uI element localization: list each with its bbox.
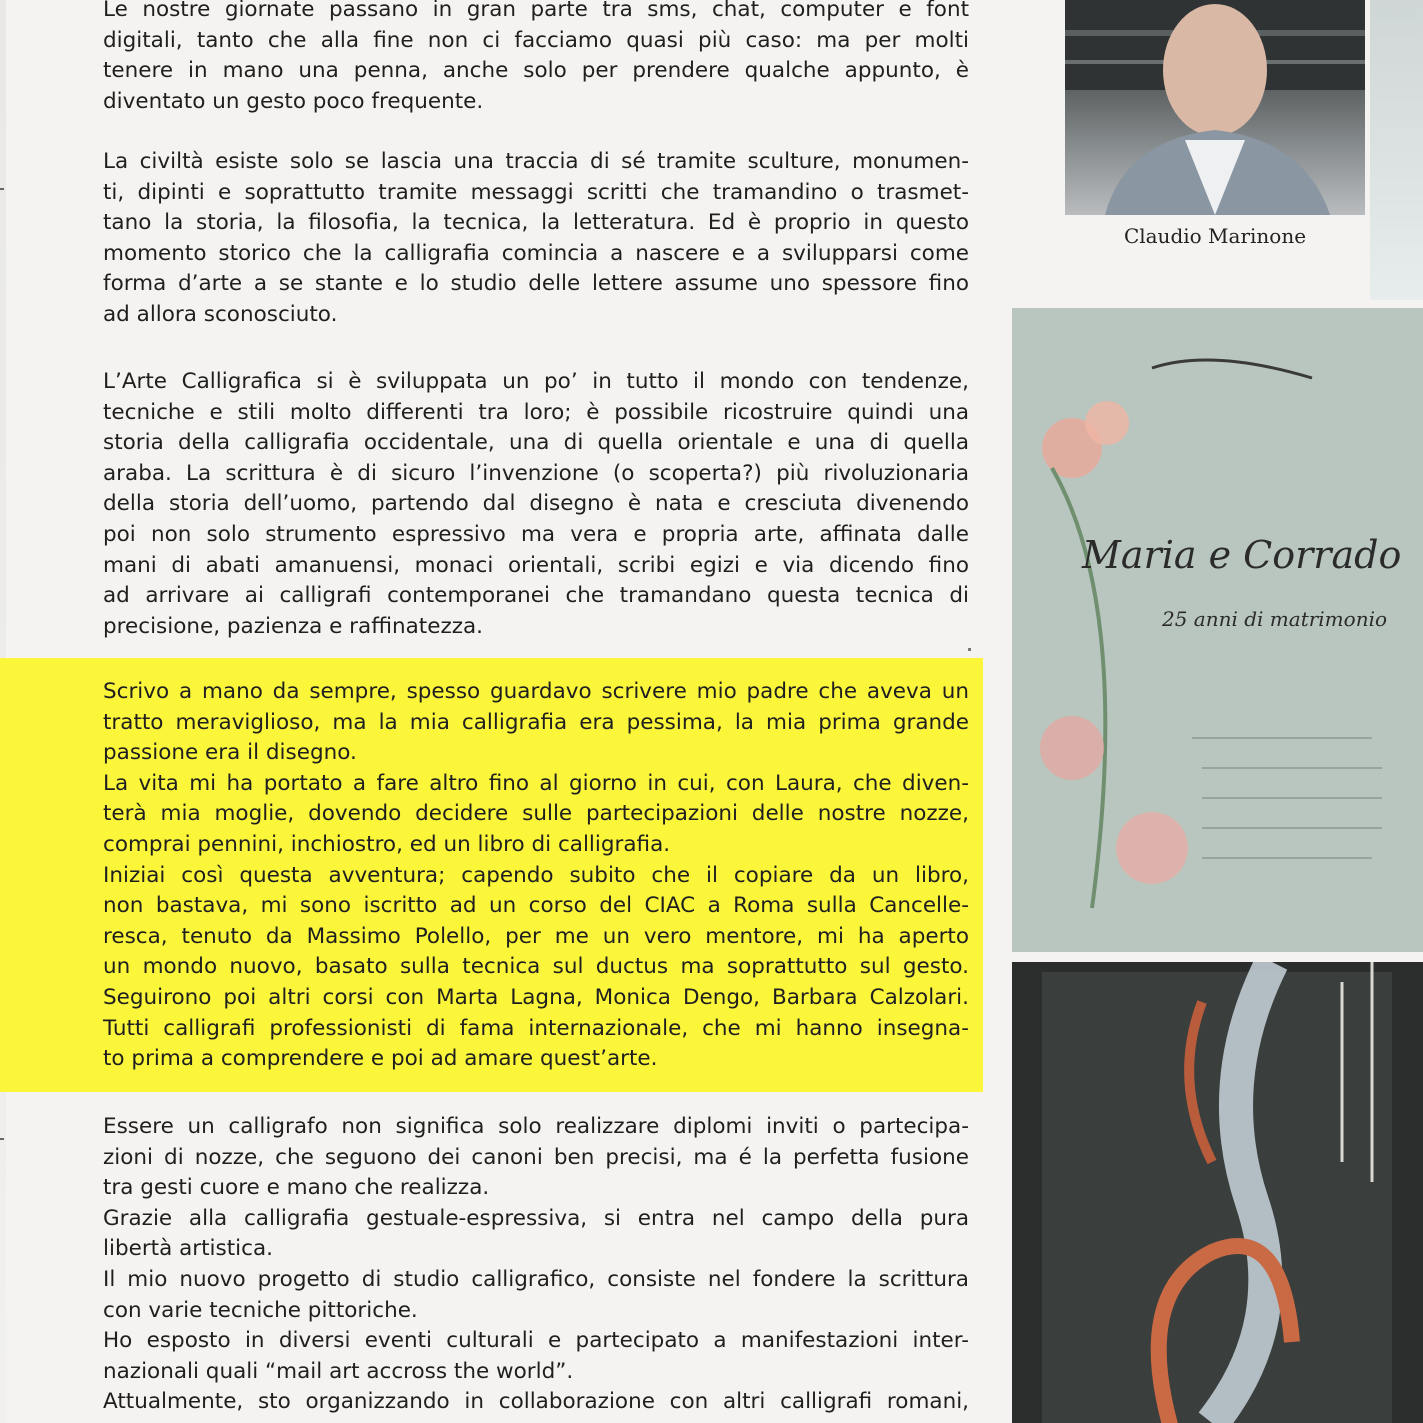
text-line: mani di abati amanuensi, monaci orientali, scribi egizi e via dicendo fino — [103, 552, 969, 578]
paragraph-4-highlighted — [103, 677, 969, 1075]
text-line: nazionali quali “mail art accross the world”. — [103, 1358, 574, 1384]
text-line: un mondo nuovo, basato sulla tecnica sul ductus ma soprattutto sul gesto. — [103, 954, 969, 980]
text-line: comprai pennini, inchiostro, ed un libro di calligrafia. — [103, 831, 671, 857]
text-line: Attualmente, sto organizzando in collaborazione con altri calligrafi romani, — [103, 1389, 969, 1415]
text-line: Ho esposto in diversi eventi culturali e partecipato a manifestazioni inter- — [103, 1328, 969, 1354]
text-line: Il mio nuovo progetto di studio calligrafico, consiste nel fondere la scrittura — [103, 1266, 969, 1292]
text-line: La vita mi ha portato a fare altro fino al giorno in cui, con Laura, che diven- — [103, 770, 969, 796]
text-line: ad arrivare ai calligrafi contemporanei che tramandano questa tecnica di — [103, 583, 969, 609]
text-line: zioni di nozze, che seguono dei canoni ben precisi, ma é la perfetta fusione — [103, 1144, 969, 1170]
paragraph-3 — [103, 367, 969, 642]
paragraph-1 — [103, 0, 969, 117]
text-line: tano la storia, la filosofia, la tecnica, la letteratura. Ed è proprio in questo — [103, 210, 969, 236]
portrait-photo — [1065, 0, 1365, 215]
text-line: forma d’arte a se stante e lo studio delle lettere assume uno spessore fino — [103, 271, 969, 297]
text-line: araba. La scrittura è di sicuro l’invenzione (o scoperta?) più rivoluzionaria — [103, 460, 969, 486]
edge-tick — [0, 1138, 4, 1140]
text-line: ti, dipinti e soprattutto tramite messaggi scritti che tramandino o trasmet- — [103, 179, 969, 205]
card-title: Maria e Corrado — [1082, 533, 1402, 577]
adjacent-page-strip — [1370, 0, 1423, 300]
text-line: Le nostre giornate passano in gran parte tra sms, chat, computer e font — [103, 0, 969, 22]
paragraph-5 — [103, 1112, 969, 1418]
text-line: Essere un calligrafo non significa solo realizzare diplomi inviti o partecipa- — [103, 1114, 969, 1139]
dot-marker — [968, 648, 971, 651]
text-line: terà mia moglie, dovendo decidere sulle partecipazioni delle nostre nozze, — [103, 801, 969, 827]
sculpture-illustration — [1012, 962, 1423, 1423]
text-line: non bastava, mi sono iscritto ad un corso del CIAC a Roma sulla Cancelle- — [103, 893, 969, 919]
text-line: libertà artistica. — [103, 1236, 273, 1262]
text-line: ad allora sconosciuto. — [103, 301, 338, 327]
portrait-illustration — [1065, 0, 1365, 215]
text-line: Iniziai così questa avventura; capendo subito che il copiare da un libro, — [103, 862, 969, 888]
paragraph-2 — [103, 147, 969, 331]
text-line: tra gesti cuore e mano che realizza. — [103, 1175, 490, 1201]
text-line: resca, tenuto da Massimo Polello, per me un vero mentore, mi ha aperto — [103, 923, 969, 949]
text-line: poi non solo strumento espressivo ma vera e propria arte, affinata dalle — [103, 521, 969, 547]
text-line: precisione, pazienza e raffinatezza. — [103, 613, 484, 639]
text-line: della storia dell’uomo, partendo dal disegno è nata e cresciuta divenendo — [103, 491, 969, 517]
text-line: con varie tecniche pittoriche. — [103, 1297, 418, 1323]
text-line: Seguirono poi altri corsi con Marta Lagna, Monica Dengo, Barbara Calzolari. — [103, 984, 969, 1010]
text-line: to prima a comprendere e poi ad amare quest’arte. — [103, 1046, 658, 1072]
text-line: Tutti calligrafi professionisti di fama internazionale, che mi hanno insegna- — [103, 1015, 969, 1041]
text-line: storia della calligrafia occidentale, una di quella orientale e una di quella — [103, 430, 969, 456]
text-line: momento storico che la calligrafia comincia a nascere e a svilupparsi come — [103, 240, 969, 266]
calligraphy-card-illustration — [1012, 308, 1423, 952]
text-line: tecniche e stili molto differenti tra loro; è possibile ricostruire quindi una — [103, 399, 969, 425]
edge-tick — [0, 188, 4, 190]
text-line: Scrivo a mano da sempre, spesso guardavo scrivere mio padre che aveva un — [103, 679, 969, 704]
portrait-caption: Claudio Marinone — [1123, 224, 1307, 248]
text-line: digitali, tanto che alla fine non ci facciamo quasi più caso: ma per molti — [103, 27, 969, 53]
sculpture-photo — [1012, 962, 1423, 1423]
calligraphy-card-photo — [1012, 308, 1423, 952]
card-subtitle: 25 anni di matrimonio — [1162, 607, 1388, 631]
text-line: L’Arte Calligrafica si è sviluppata un po’ in tutto il mondo con tendenze, — [103, 369, 969, 394]
text-line: diventato un gesto poco frequente. — [103, 88, 484, 114]
text-line: passione era il disegno. — [103, 740, 357, 766]
text-line: Grazie alla calligrafia gestuale-espressiva, si entra nel campo della pura — [103, 1205, 969, 1231]
text-line: tratto meraviglioso, ma la mia calligrafia era pessima, la mia prima grande — [103, 709, 969, 735]
text-line: La civiltà esiste solo se lascia una traccia di sé tramite sculture, monumen- — [103, 149, 969, 174]
text-line: tenere in mano una penna, anche solo per prendere qualche appunto, è — [103, 58, 969, 84]
